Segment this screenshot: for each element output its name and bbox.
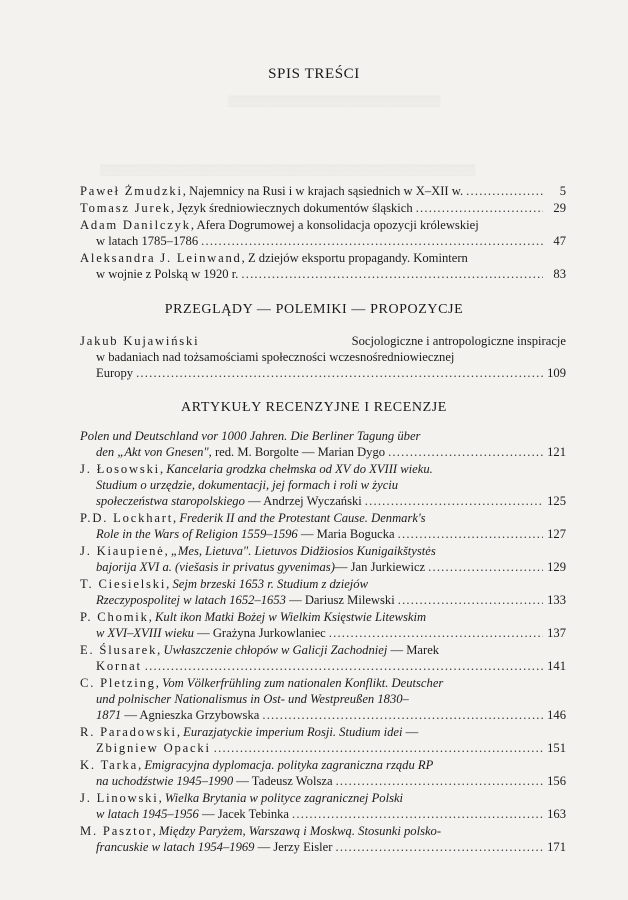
leader-dots: [136, 365, 543, 381]
section-heading-review-articles: ARTYKUŁY RECENZYJNE I RECENZJE: [181, 400, 447, 415]
entry-author: J. Kiaupienė: [80, 544, 165, 558]
toc-entry[interactable]: C. Pletzing, Vom Völkerfrühling zum nationalen Konflikt. Deutscher und polnischer Nationalismus in Ost- und Westpreußen 1830– 1871 — Agnieszka Grzybowska ..... 146: [80, 675, 566, 723]
entry-author: Adam Danilczyk: [80, 218, 191, 232]
leader-dots: [398, 592, 543, 608]
entry-title: Najemnicy na Rusi i w krajach sąsiednich w X–XII w.: [189, 184, 464, 198]
show-through-artifact: ▒▒▒▒▒▒▒▒▒▒▒▒▒▒▒▒▒▒▒▒▒▒▒▒▒▒▒▒▒▒▒▒▒▒▒▒▒▒▒▒▒▒▒▒▒▒▒▒▒▒▒▒▒: [100, 165, 476, 176]
leader-dots: [201, 233, 543, 249]
entry-author: J. Łosowski: [80, 462, 160, 476]
entry-author: P.D. Lockhart: [80, 511, 174, 525]
toc-entry[interactable]: Paweł Żmudzki, Najemnicy na Rusi i w krajach sąsiednich w X–XII w. ..... 5: [80, 183, 566, 199]
entry-reviewer: — Dariusz Milewski: [285, 593, 395, 607]
entry-title: Socjologiczne i antropologiczne inspiracje: [351, 334, 566, 348]
entry-title: Z dziejów eksportu propagandy. Komintern: [247, 251, 468, 265]
leader-dots: [145, 658, 543, 674]
toc-entry[interactable]: P. Chomik, Kult ikon Matki Bożej w Wielkim Księstwie Litewskim w XVI–XVIII wieku — Grażyna Jurkowlaniec ..... 137: [80, 609, 566, 641]
entry-title-cont: na uchodźstwie 1945–1990: [96, 774, 234, 788]
entry-reviewer: —: [402, 725, 419, 739]
entry-reviewer: — Maria Bogucka: [297, 527, 395, 541]
entry-author: R. Paradowski: [80, 725, 177, 739]
entry-title-cont: francuskie w latach 1954–1969: [96, 840, 255, 854]
entry-page: 121: [547, 445, 566, 459]
entry-title: Emigracyjna dyplomacja. polityka zagraniczna rządu RP: [144, 758, 434, 772]
toc-entry[interactable]: Tomasz Jurek, Język średniowiecznych dokumentów śląskich ..... 29: [80, 200, 566, 216]
entry-author: T. Ciesielski: [80, 577, 167, 591]
entry-title: Polen und Deutschland vor 1000 Jahren. Die Berliner Tagung über: [80, 429, 421, 443]
entry-title: Kult ikon Matki Bożej w Wielkim Księstwie Litewskim: [155, 610, 427, 624]
entry-reviewer: — Jerzy Eisler: [254, 840, 333, 854]
entry-title-cont: Rzeczypospolitej w latach 1652–1653: [96, 593, 286, 607]
toc-entry[interactable]: Adam Danilczyk, Afera Dogrumowej a konsolidacja opozycji królewskiej w latach 1785–1786 ..... 47: [80, 217, 566, 249]
leader-dots: [466, 183, 543, 199]
leader-dots: [336, 773, 543, 789]
entry-title: Vom Völkerfrühling zum nationalen Konflikt. Deutscher: [162, 676, 444, 690]
toc-entry[interactable]: E. Ślusarek, Uwłaszczenie chłopów w Galicji Zachodniej — Marek Kornat ..... 141: [80, 642, 566, 674]
entry-page: 47: [553, 234, 566, 248]
entry-reviewer: — Jan Jurkiewicz: [334, 560, 426, 574]
entry-title-cont: w wojnie z Polską w 1920 r.: [96, 267, 239, 281]
entry-title: Uwłaszczenie chłopów w Galicji Zachodniej: [163, 643, 388, 657]
entry-title-cont: Studium o urzędzie, dokumentacji, jej formach i roli w życiu: [96, 478, 399, 492]
entry-reviewer: — Grażyna Jurkowlaniec: [193, 626, 326, 640]
entry-author: Paweł Żmudzki: [80, 184, 183, 198]
entry-reviewer: — Agnieszka Grzybowska: [121, 708, 260, 722]
leader-dots: [365, 493, 543, 509]
entry-title-cont: Europy: [96, 366, 134, 380]
toc-entry[interactable]: P.D. Lockhart, Frederik II and the Protestant Cause. Denmark's Role in the Wars of Religion 1559–1596 — Maria Bogucka ..... 127: [80, 510, 566, 542]
toc-entry[interactable]: R. Paradowski, Eurazjatyckie imperium Rosji. Studium idei — Zbigniew Opacki ..... 151: [80, 724, 566, 756]
entry-title: „Mes, Lietuva". Lietuvos Didžiosios Kunigaikštystės: [170, 544, 436, 558]
leader-dots: [262, 707, 543, 723]
leader-dots: [214, 740, 543, 756]
entry-page: 109: [547, 366, 566, 380]
entry-reviewer: — Marek: [387, 643, 440, 657]
entry-page: 29: [553, 201, 566, 215]
entry-page: 146: [547, 708, 566, 722]
leader-dots: [388, 444, 543, 460]
entry-page: 151: [547, 741, 566, 755]
toc-title: SPIS TREŚCI: [268, 66, 360, 82]
entry-title: Między Paryżem, Warszawą i Moskwą. Stosunki polsko-: [158, 824, 442, 838]
toc-entry[interactable]: J. Linowski, Wielka Brytania w polityce zagranicznej Polski w latach 1945–1956 — Jacek Tebinka ..... 163: [80, 790, 566, 822]
entry-author: Tomasz Jurek: [80, 201, 172, 215]
entry-title-cont: und polnischer Nationalismus in Ost- und Westpreußen 1830–: [96, 692, 409, 706]
toc-entry[interactable]: Aleksandra J. Leinwand, Z dziejów eksportu propagandy. Komintern w wojnie z Polską w 1920 r. ..... 83: [80, 250, 566, 282]
toc-entry[interactable]: T. Ciesielski, Sejm brzeski 1653 r. Studium z dziejów Rzeczypospolitej w latach 1652–1653 — Dariusz Milewski ..... 133: [80, 576, 566, 608]
leader-dots: [416, 200, 543, 216]
show-through-artifact: ▒▒▒▒▒▒▒▒▒▒▒▒▒▒▒▒▒▒▒▒▒▒▒▒▒▒▒▒▒▒: [228, 96, 441, 107]
entry-reviewer: red. M. Borgolte — Marian Dygo: [211, 445, 386, 459]
toc-entry[interactable]: [80, 428, 566, 460]
entry-reviewer: — Tadeusz Wolsza: [233, 774, 333, 788]
entry-page: 129: [547, 560, 566, 574]
entry-title-cont: w XVI–XVIII wieku: [96, 626, 194, 640]
toc-entry[interactable]: J. Kiaupienė, „Mes, Lietuva". Lietuvos Didžiosios Kunigaikštystės bajorija XVI a. (viešasis ir privatus gyvenimas)— Jan Jurkiewicz ..... 129: [80, 543, 566, 575]
toc-entry[interactable]: K. Tarka, Emigracyjna dyplomacja. polityka zagraniczna rządu RP na uchodźstwie 1945–1990 — Tadeusz Wolsza ..... 156: [80, 757, 566, 789]
entry-author: E. Ślusarek: [80, 643, 158, 657]
entry-title: Frederik II and the Protestant Cause. Denmark's: [179, 511, 426, 525]
entry-page: 171: [547, 840, 566, 854]
entry-title-cont: w latach 1785–1786: [96, 234, 199, 248]
entry-author: K. Tarka: [80, 758, 139, 772]
entry-author: J. Linowski: [80, 791, 159, 805]
entry-author: P. Chomik: [80, 610, 149, 624]
entry-title: Sejm brzeski 1653 r. Studium z dziejów: [172, 577, 368, 591]
leader-dots: [292, 806, 543, 822]
leader-dots: [241, 266, 543, 282]
entry-page: 141: [547, 659, 566, 673]
entry-title: Eurazjatyckie imperium Rosji. Studium idei: [183, 725, 403, 739]
toc-section-articles: [80, 183, 566, 282]
toc-entry[interactable]: M. Pasztor, Między Paryżem, Warszawą i Moskwą. Stosunki polsko- francuskie w latach 1954–1969 — Jerzy Eisler ..... 171: [80, 823, 566, 855]
entry-title-cont: w latach 1945–1956: [96, 807, 199, 821]
leader-dots: [329, 625, 543, 641]
entry-title-cont: den „Akt von Gnesen",: [96, 445, 212, 459]
entry-page: 156: [547, 774, 566, 788]
entry-author: M. Pasztor: [80, 824, 153, 838]
toc-entry[interactable]: J. Łosowski, Kancelaria grodzka chełmska od XV do XVIII wieku. Studium o urzędzie, dokumentacji, jej formach i roli w życiu społeczeństwa staropolskiego — Andrzej Wyczański ..... 125: [80, 461, 566, 509]
toc-section-review-articles: [80, 428, 566, 855]
section-heading-reviews: PRZEGLĄDY — POLEMIKI — PROPOZYCJE: [164, 302, 464, 317]
toc-entry[interactable]: [80, 333, 566, 381]
entry-reviewer: — Andrzej Wyczański: [244, 494, 362, 508]
leader-dots: [428, 559, 543, 575]
entry-page: 127: [547, 527, 566, 541]
entry-reviewer-cont: Kornat: [96, 659, 142, 673]
entry-page: 133: [547, 593, 566, 607]
entry-title: Kancelaria grodzka chełmska od XV do XVIII wieku.: [166, 462, 433, 476]
entry-reviewer: — Jacek Tebinka: [198, 807, 290, 821]
leader-dots: [335, 839, 543, 855]
entry-page: 5: [559, 184, 566, 198]
entry-author: C. Pletzing: [80, 676, 156, 690]
entry-page: 137: [547, 626, 566, 640]
entry-title-cont: w badaniach nad tożsamościami społeczności wczesnośredniowiecznej: [96, 350, 455, 364]
entry-title: Język średniowiecznych dokumentów śląskich: [177, 201, 413, 215]
leader-dots: [398, 526, 543, 542]
entry-title: Wielka Brytania w polityce zagranicznej Polski: [164, 791, 404, 805]
entry-reviewer-cont: Zbigniew Opacki: [96, 741, 211, 755]
entry-page: 83: [553, 267, 566, 281]
entry-title-cont: Role in the Wars of Religion 1559–1596: [96, 527, 298, 541]
entry-page: 125: [547, 494, 566, 508]
entry-title-cont: bajorija XVI a. (viešasis ir privatus gyvenimas): [96, 560, 335, 574]
entry-title-cont: 1871: [96, 708, 122, 722]
entry-title: Afera Dogrumowej a konsolidacja opozycji królewskiej: [196, 218, 479, 232]
entry-author: Jakub Kujawiński: [80, 334, 200, 348]
entry-page: 163: [547, 807, 566, 821]
toc-section-reviews: [80, 333, 566, 381]
entry-title-cont: społeczeństwa staropolskiego: [96, 494, 245, 508]
entry-author: Aleksandra J. Leinwand: [80, 251, 242, 265]
